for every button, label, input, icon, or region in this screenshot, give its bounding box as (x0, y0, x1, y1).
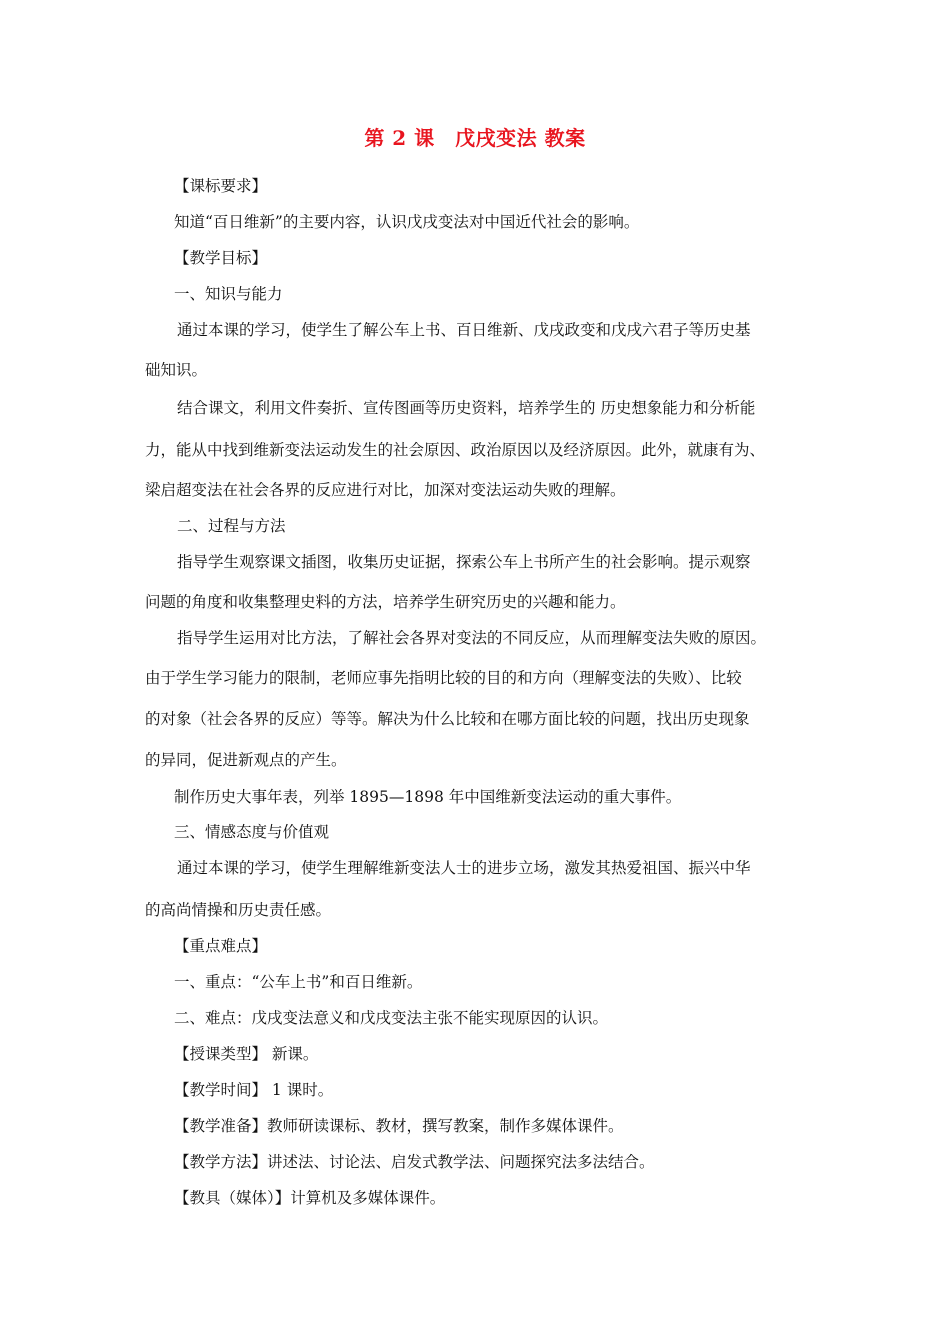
heading-teaching-objectives: 【教学目标】 (174, 249, 268, 267)
teaching-aids-text: 【教具（媒体）】计算机及多媒体课件。 (174, 1189, 446, 1207)
paragraph-line: 础知识。 (145, 361, 208, 379)
paragraph-line: 结合课文，利用文件奏折、宣传图画等历史资料，培养学生的 历史想象能力和分析能 (177, 399, 756, 417)
lesson-type-text: 【授课类型】 新课。 (174, 1045, 319, 1063)
teaching-preparation-text: 【教学准备】教师研读课标、教材，撰写教案，制作多媒体课件。 (174, 1117, 624, 1135)
paragraph-line: 通过本课的学习，使学生理解维新变法人士的进步立场，激发其热爱祖国、振兴中华 (177, 859, 751, 877)
paragraph-line: 的对象（社会各界的反应）等等。解决为什么比较和在哪方面比较的问题，找出历史现象 (145, 710, 750, 728)
paragraph-line: 的高尚情操和历史责任感。 (145, 901, 332, 919)
document-title: 第 2 课 戊戌变法 教案 (364, 126, 586, 150)
paragraph-line: 问题的角度和收集整理史料的方法，培养学生研究历史的兴趣和能力。 (145, 593, 626, 611)
paragraph-line: 指导学生运用对比方法，了解社会各界对变法的不同反应，从而理解变法失败的原因。 (177, 629, 767, 647)
difficult-point-text: 二、难点：戊戌变法意义和戊戌变法主张不能实现原因的认识。 (174, 1009, 609, 1027)
subheading-process-method: 二、过程与方法 (177, 517, 286, 535)
paragraph-line: 梁启超变法在社会各界的反应进行对比，加深对变法运动失败的理解。 (145, 481, 626, 499)
paragraph-line: 通过本课的学习，使学生了解公车上书、百日维新、戊戌政变和戊戌六君子等历史基 (177, 321, 751, 339)
paragraph-line: 的异同，促进新观点的产生。 (145, 751, 347, 769)
key-point-text: 一、重点：“公车上书”和百日维新。 (174, 973, 423, 991)
paragraph-line: 指导学生观察课文插图，收集历史证据，探索公车上书所产生的社会影响。提示观察 (177, 553, 751, 571)
curriculum-requirements-text: 知道“百日维新”的主要内容，认识戊戌变法对中国近代社会的影响。 (174, 213, 640, 231)
subheading-emotion-values: 三、情感态度与价值观 (174, 823, 330, 841)
teaching-method-text: 【教学方法】讲述法、讨论法、启发式教学法、问题探究法多法结合。 (174, 1153, 655, 1171)
paragraph-line: 由于学生学习能力的限制，老师应事先指明比较的目的和方向（理解变法的失败）、比较 (145, 669, 742, 687)
subheading-knowledge-ability: 一、知识与能力 (174, 285, 283, 303)
heading-key-difficult-points: 【重点难点】 (174, 937, 268, 955)
paragraph-line: 力，能从中找到维新变法运动发生的社会原因、政治原因以及经济原因。此外，就康有为、 (145, 441, 766, 459)
teaching-time-text: 【教学时间】 1 课时。 (174, 1081, 334, 1099)
paragraph-line: 制作历史大事年表，列举 1895—1898 年中国维新变法运动的重大事件。 (174, 788, 682, 806)
heading-curriculum-requirements: 【课标要求】 (174, 177, 268, 195)
